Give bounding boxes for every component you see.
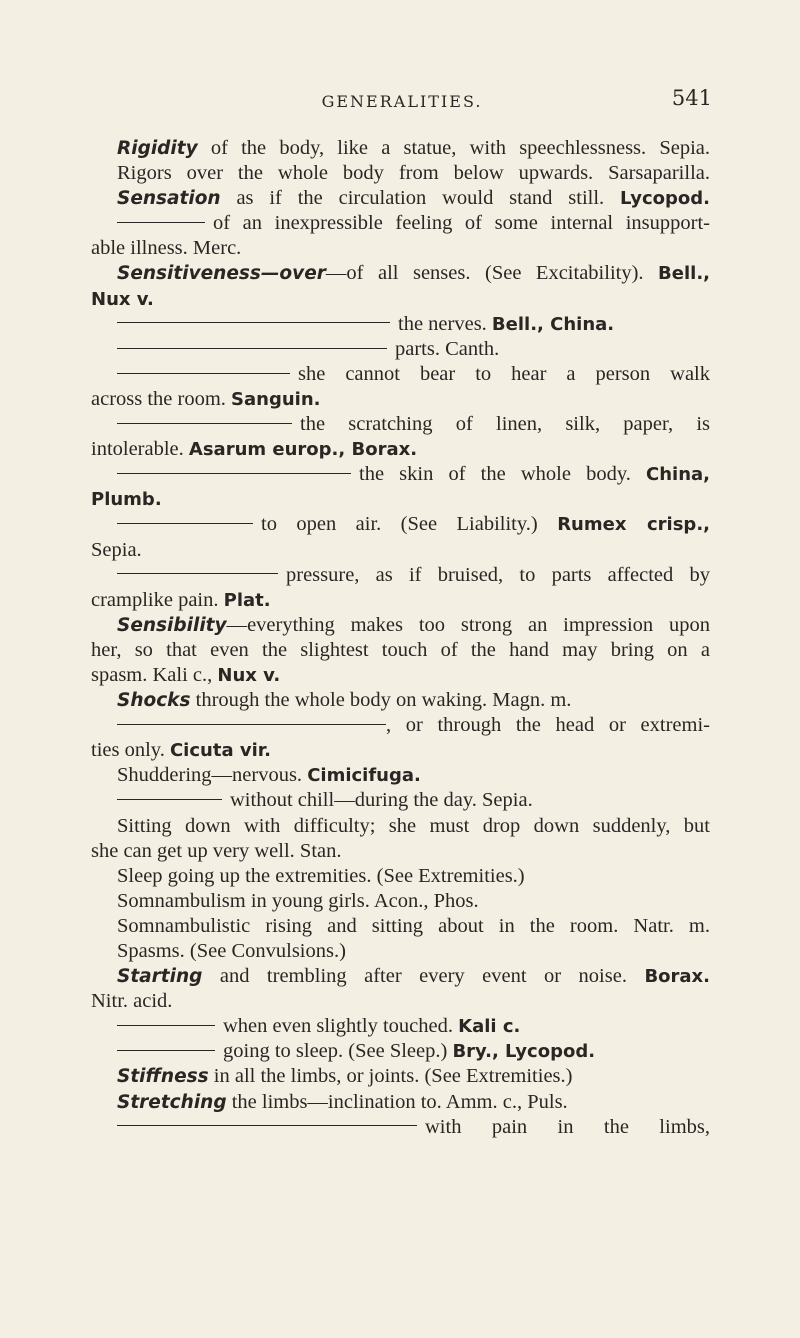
rubric-heading: Sensitiveness—over (117, 263, 326, 285)
text-line (91, 512, 710, 537)
line-text: and trembling after every event or noise. (202, 965, 645, 988)
remedy-name: Asarum europ., Borax. (188, 439, 418, 461)
remedy-name: Borax. (644, 966, 710, 988)
remedy-name: Rumex crisp., (557, 514, 710, 536)
line-text: the skin of the whole body. (359, 463, 646, 486)
ditto-dash (117, 1125, 417, 1126)
text-line (91, 387, 710, 412)
ditto-dash (117, 523, 253, 524)
rubric-heading: Starting (117, 966, 203, 988)
remedy-name: Bry., Lycopod. (452, 1041, 596, 1063)
line-text: through the whole body on waking. Magn. m. (190, 689, 572, 712)
text-line (91, 738, 710, 763)
ditto-dash (117, 799, 222, 800)
ditto-dash (117, 1050, 215, 1051)
text-line (91, 1090, 710, 1115)
text-line (91, 161, 710, 186)
line-text: in all the limbs, or joints. (See Extremities.) (208, 1065, 573, 1088)
text-line (91, 713, 710, 738)
remedy-name: Nux v. (217, 664, 281, 686)
page-number: 541 (671, 86, 712, 110)
text-line (91, 186, 710, 211)
text-line (91, 1064, 710, 1089)
line-text: Nitr. acid. (91, 990, 173, 1013)
line-text: her, so that even the slightest touch of the hand may bring on a (91, 638, 710, 661)
line-text: as if the circulation would stand still. (220, 187, 620, 210)
line-text: the scratching of linen, silk, paper, is (300, 413, 710, 436)
remedy-name: Bell., China. (491, 313, 615, 335)
text-line (91, 763, 710, 788)
ditto-dash (117, 473, 351, 474)
text-line (91, 211, 710, 236)
text-line (91, 1014, 710, 1039)
remedy-name: Plat. (223, 589, 271, 611)
remedy-name: China, (646, 464, 710, 486)
line-text: of the body, like a statue, with speechlessness. Sepia. (197, 137, 710, 159)
text-line (91, 563, 710, 588)
text-line (91, 964, 710, 989)
line-text: spasm. Kali c., (91, 663, 218, 686)
line-text: Sepia. (91, 538, 142, 561)
line-text: intolerable. (91, 438, 189, 461)
text-line (91, 864, 710, 889)
line-text: going to sleep. (See Sleep.) (223, 1040, 453, 1063)
text-line (91, 1039, 710, 1064)
text-line (91, 989, 710, 1014)
remedy-name: Nux v. (91, 288, 154, 310)
text-line (91, 889, 710, 914)
text-line (91, 287, 710, 312)
text-line (91, 788, 710, 813)
text-line (91, 412, 710, 437)
ditto-dash (117, 423, 292, 424)
text-line (91, 312, 710, 337)
text-line (91, 487, 710, 512)
line-text: across the room. (91, 387, 232, 410)
line-text: Shuddering—nervous. (117, 764, 308, 787)
rubric-heading: Stretching (117, 1091, 227, 1113)
rubric-heading: Stiffness (117, 1066, 209, 1088)
rubric-heading: Shocks (117, 690, 191, 712)
text-line (91, 538, 710, 563)
remedy-name: Plumb. (91, 489, 162, 511)
text-line (91, 261, 710, 286)
page-body (91, 136, 710, 1140)
remedy-name: Sanguin. (231, 388, 321, 410)
text-line (91, 462, 710, 487)
remedy-name: Bell., (658, 263, 710, 285)
text-line (91, 437, 710, 462)
ditto-dash (117, 724, 386, 725)
remedy-name: Cimicifuga. (307, 765, 421, 787)
text-line (91, 839, 710, 864)
text-line (91, 136, 710, 161)
rubric-heading: Sensation (117, 188, 221, 210)
line-text: the nerves. (398, 312, 492, 335)
text-line (91, 914, 710, 939)
running-title: GENERALITIES. (321, 92, 483, 111)
line-text: to open air. (See Liability.) (261, 513, 558, 536)
ditto-dash (117, 373, 290, 374)
ditto-dash (117, 322, 390, 323)
ditto-dash (117, 348, 387, 349)
text-line (91, 638, 710, 663)
text-line (91, 688, 710, 713)
line-text: —of all senses. (See Excitability). (325, 262, 659, 285)
line-text: the limbs—inclination to. Amm. c., Puls. (226, 1090, 568, 1113)
line-text: ties only. (91, 739, 170, 762)
line-text: she cannot bear to hear a person walk (298, 362, 710, 385)
text-line (91, 663, 710, 688)
remedy-name: Lycopod. (620, 188, 710, 210)
text-line (91, 236, 710, 261)
text-line (91, 814, 710, 839)
text-line (91, 939, 710, 964)
text-line (91, 588, 710, 613)
text-line (91, 1115, 710, 1140)
ditto-dash (117, 222, 205, 223)
line-text: without chill—during the day. Sepia. (230, 789, 533, 812)
line-text: Somnambulistic rising and sitting about in the room. Natr. m. (117, 914, 710, 937)
ditto-dash (117, 1025, 215, 1026)
remedy-name: Kali c. (458, 1016, 521, 1038)
line-text: cramplike pain. (91, 588, 224, 611)
line-text: , or through the head or extremi- (386, 714, 710, 737)
line-text: —everything makes too strong an impression upon (226, 613, 710, 636)
remedy-name: Cicuta vir. (169, 740, 271, 762)
line-text: pressure, as if bruised, to parts affected by (286, 563, 710, 586)
line-text: with pain in the limbs, (425, 1115, 710, 1138)
line-text: able illness. Merc. (91, 237, 242, 260)
rubric-heading: Rigidity (117, 138, 198, 159)
page-header (92, 86, 712, 120)
line-text: of an inexpressible feeling of some internal insupport- (213, 212, 710, 235)
rubric-heading: Sensibility (117, 614, 227, 636)
text-line (91, 337, 710, 362)
ditto-dash (117, 573, 278, 574)
text-line (91, 613, 710, 638)
line-text: Sleep going up the extremities. (See Extremities.) (117, 864, 525, 887)
line-text: Sitting down with difficulty; she must drop down suddenly, but (117, 814, 710, 837)
line-text: she can get up very well. Stan. (91, 839, 342, 862)
line-text: Spasms. (See Convulsions.) (117, 940, 346, 962)
line-text: when even slightly touched. (223, 1015, 459, 1038)
line-text: Rigors over the whole body from below upwards. Sarsaparilla. (117, 162, 710, 185)
text-line (91, 362, 710, 387)
line-text: Somnambulism in young girls. Acon., Phos. (117, 889, 479, 912)
line-text: parts. Canth. (395, 337, 500, 360)
